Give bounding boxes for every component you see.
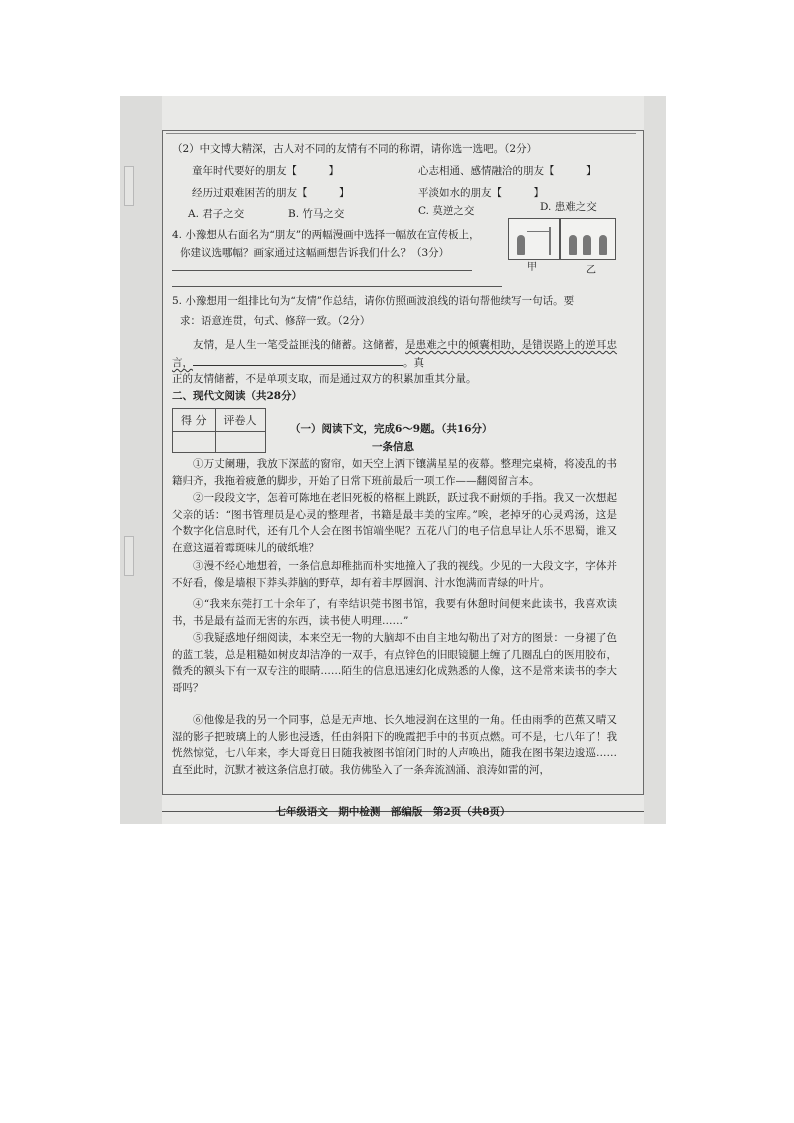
q5-wavy-text: 是患难之中的倾囊相助，是错误路上的逆耳忠言，	[172, 339, 618, 369]
q2-item-childhood: 童年时代要好的朋友【 】	[192, 165, 339, 177]
grader-cell	[215, 432, 265, 453]
q5-line2: 求：语意连贯，句式、修辞一致。（2分）	[180, 315, 371, 327]
paragraph-2: ②一段段文字，怎着可陈地在老旧死板的格框上跳跃，跃过我不耐烦的手指。我又一次想起父亲的话：“图书管理员是心灵的整理者，书籍是最丰美的宝库。”唉，老掉牙的心灵鸡汤，这是个数字化信息时代，还有几个人会在图书馆端坐呢？五花八门的电子信息早让人乐不思蜀，谁又在意这逼着霉斑味儿的破纸堆？	[172, 492, 617, 554]
answer-line	[172, 286, 502, 287]
q2-option-a: A. 君子之交	[188, 208, 245, 220]
paragraph-1: ①万丈阑珊，我放下深蓝的窗帘，如天空上洒下镶满星星的夜幕。整理完桌椅，将凌乱的书籍归齐，我拖着疲惫的脚步，开始了日常下班前最后一项工作——翻阅留言本。	[172, 458, 617, 487]
paragraph-6: ⑥他像是我的另一个同事，总是无声地、长久地浸润在这里的一角。任由雨季的芭蕉又晴又湿的影子把玻璃上的人影也浸透，任由斜阳下的晚霞把手中的书页点燃。可不是，七八年了！我恍然惊觉，七八年来，李大哥竟日日随我被图书馆闭门时的人声唤出，随我在图书架边逡巡……直至此时，沉默才被这条信息打破。我仿佛坠入了一条奔流汹涌、浪涛如雷的河，	[172, 714, 617, 776]
score-cell	[173, 432, 216, 453]
right-margin-shadow	[644, 96, 666, 824]
cartoon-yi	[560, 218, 616, 260]
q5-passage	[172, 336, 617, 372]
q2-item-likeminded: 心志相通、感情融洽的朋友【 】	[418, 165, 597, 177]
q2-item-plain: 平淡如水的朋友【 】	[418, 187, 544, 199]
q5-text-a: 友情，是人生一笔受益匪浅的储蓄。这储蓄，	[193, 339, 406, 351]
score-header: 得 分	[173, 409, 216, 432]
q2-item-hardship: 经历过艰难困苦的朋友【 】	[192, 187, 350, 199]
grader-header: 评卷人	[215, 409, 265, 432]
margin-box	[124, 536, 134, 576]
cartoon-jia	[508, 218, 560, 260]
margin-box	[124, 166, 134, 206]
scanned-page-photo	[120, 96, 666, 824]
cartoon-label-yi: 乙	[586, 265, 596, 276]
q5-line1: 5. 小豫想用一组排比句为“友情”作总结，请你仿照画波浪线的语句帮他续写一句话。要	[172, 295, 575, 307]
paragraph-5: ⑤我疑惑地仔细阅读，本来空无一物的大脑却不由自主地勾勒出了对方的图景：一身褪了色的蓝工装，总是粗糙如树皮却洁净的一双手，有点锌色的旧眼镜腿上缠了几圈乱白的医用胶布，微秃的额头下有一双专注的眼睛……陌生的信息迅速幻化成熟悉的人像，这不是常来读书的李大哥吗？	[172, 632, 617, 694]
section2-heading: 二、现代文阅读（共28分）	[172, 390, 303, 402]
q2-option-c: C. 莫逆之交	[418, 205, 475, 217]
q5-fill-blank[interactable]	[193, 365, 403, 366]
q4-line2: 你建议选哪幅？画家通过这幅画想告诉我们什么？（3分）	[180, 247, 450, 259]
page-footer: 七年级语文 期中检测 部编版 第2页（共8页）	[275, 806, 511, 818]
q5-text-b: 。真	[403, 357, 424, 369]
score-table	[172, 408, 266, 453]
q2-prompt: （2）中文博大精深，古人对不同的友情有不同的称谓，请你选一选吧。（2分）	[172, 143, 538, 155]
q2-option-b: B. 竹马之交	[288, 208, 345, 220]
paragraph-4: ④“我来东莞打工十余年了，有幸结识莞书图书馆，我要有休憩时间便来此读书，我喜欢读书，书是最有益而无害的东西，读书使人明理……”	[172, 598, 617, 627]
top-rule	[166, 133, 636, 134]
q5-line4: 正的友情储蓄，不是单项支取，而是通过双方的积累加重其分量。	[172, 373, 477, 385]
answer-line	[172, 270, 472, 271]
article-title: 一条信息	[372, 441, 414, 453]
cartoon-label-jia: 甲	[527, 262, 537, 273]
reading-subheading: （一）阅读下文，完成6～9题。（共16分）	[290, 423, 493, 435]
q4-line1: 4. 小豫想从右面名为“朋友”的两幅漫画中选择一幅放在宣传板上，	[172, 229, 480, 241]
left-margin-shadow	[120, 96, 162, 824]
paragraph-3: ③漫不经心地想着，一条信息却稚拙而朴实地撞入了我的视线。少见的一大段文字，字体并不好看，像是墙根下莽头莽脑的野草，却有着丰厚圆润、汁水饱满而青绿的叶片。	[172, 560, 617, 589]
q2-option-d: D. 患难之交	[540, 201, 597, 213]
